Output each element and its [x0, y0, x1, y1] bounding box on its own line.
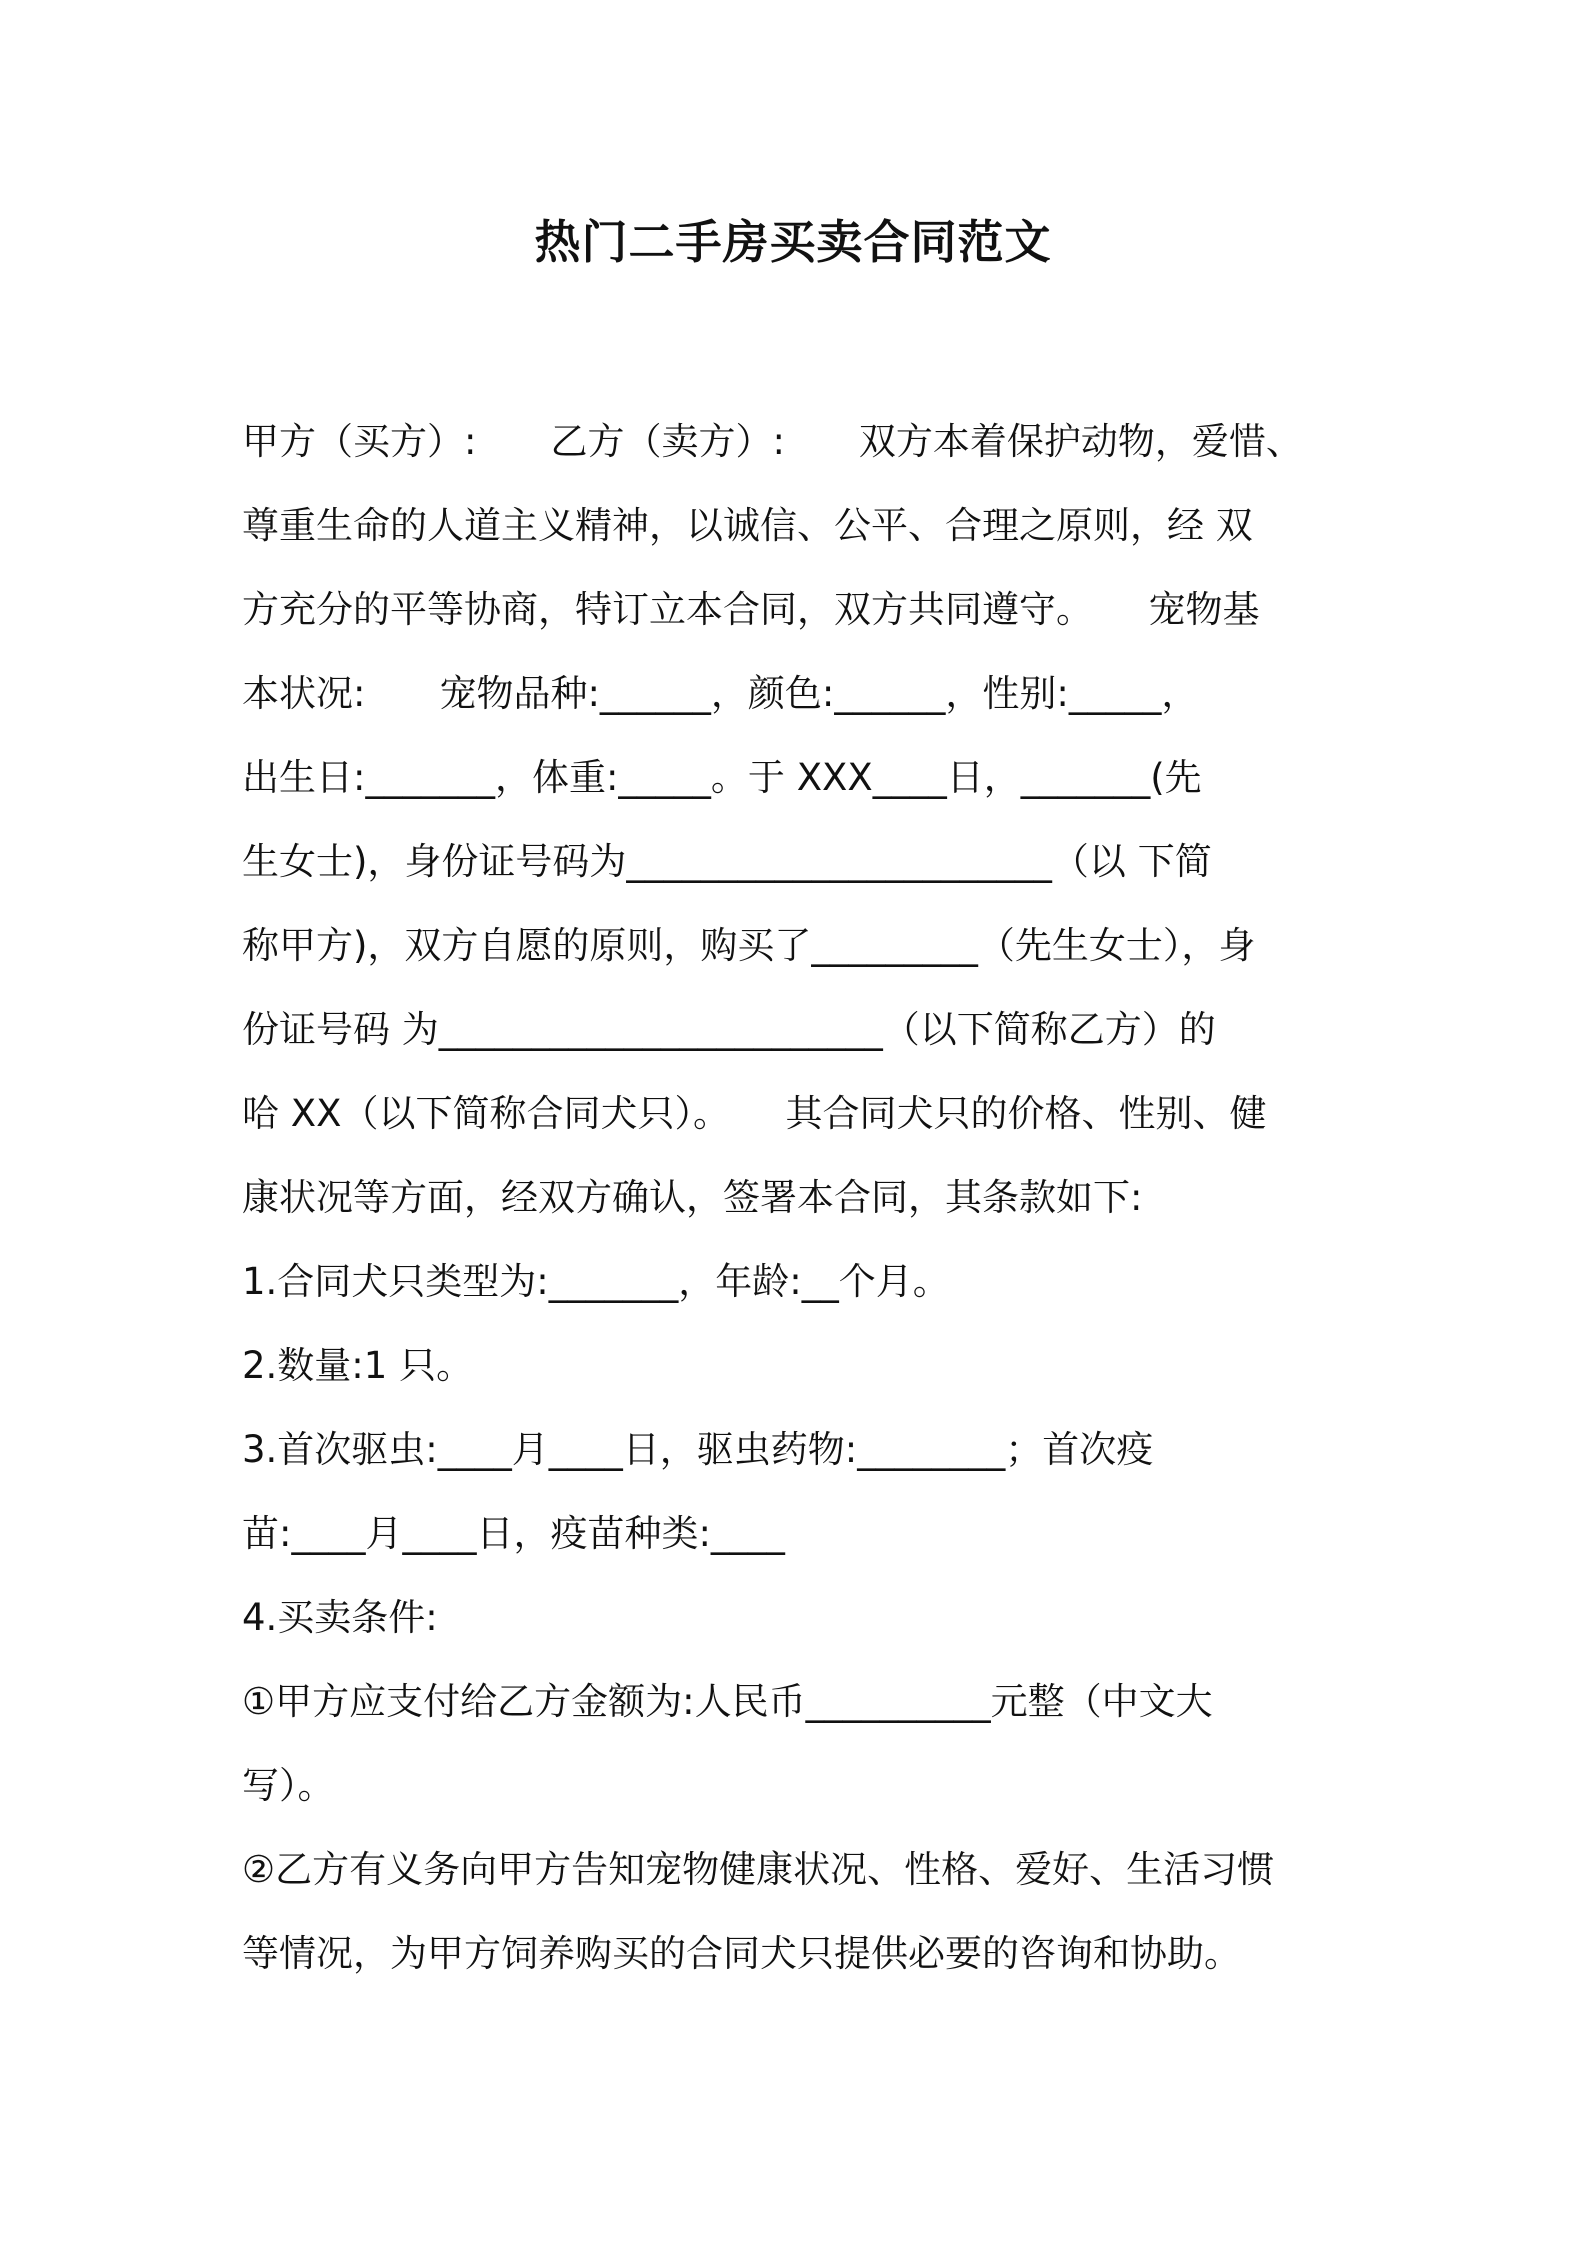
clause-3-line-1: 3.首次驱虫:____月____日，驱虫药物:________；首次疫 — [242, 1428, 1154, 1471]
body-line-2: 尊重生命的人道主义精神，以诚信、公平、合理之原则，经 双 — [242, 504, 1253, 547]
clause-4-item-2-line-2: 等情况，为甲方饲养购买的合同犬只提供必要的咨询和协助。 — [242, 1932, 1241, 1975]
clause-4-item-1-line-2: 写）。 — [242, 1764, 335, 1807]
clause-3-line-2: 苗:____月____日，疫苗种类:____ — [242, 1512, 785, 1555]
body-line-1: 甲方（买方）: 乙方（卖方）: 双方本着保护动物，爱惜、 — [242, 420, 1303, 463]
clause-2: 2.数量:1 只。 — [242, 1344, 474, 1387]
body-line-9: 哈 XX（以下简称合同犬只）。 其合同犬只的价格、性别、健 — [242, 1092, 1267, 1135]
clause-4-item-2-line-1: ②乙方有义务向甲方告知宠物健康状况、性格、爱好、生活习惯 — [242, 1848, 1275, 1891]
clause-4-heading: 4.买卖条件: — [242, 1596, 438, 1639]
clause-4-item-1-line-1: ①甲方应支付给乙方金额为:人民币__________元整（中文大 — [242, 1680, 1213, 1723]
body-line-4: 本状况: 宠物品种:______，颜色:______，性别:_____， — [242, 672, 1199, 715]
body-line-10: 康状况等方面，经双方确认，签署本合同，其条款如下: — [242, 1176, 1143, 1219]
body-line-5: 出生日:_______，体重:_____。于 XXX____日，_______(先 — [242, 756, 1202, 799]
body-line-8: 份证号码 为________________________（以下简称乙方）的 — [242, 1008, 1216, 1051]
document-title: 热门二手房买卖合同范文 — [534, 215, 1052, 269]
clause-1: 1.合同犬只类型为:_______，年龄:__个月。 — [242, 1260, 950, 1303]
contract-body — [242, 400, 1362, 1996]
body-line-3: 方充分的平等协商，特订立本合同，双方共同遵守。 宠物基 — [242, 588, 1260, 631]
body-line-6: 生女士)，身份证号码为_______________________（以 下简 — [242, 840, 1212, 883]
body-line-7: 称甲方)，双方自愿的原则，购买了_________（先生女士），身 — [242, 924, 1256, 967]
